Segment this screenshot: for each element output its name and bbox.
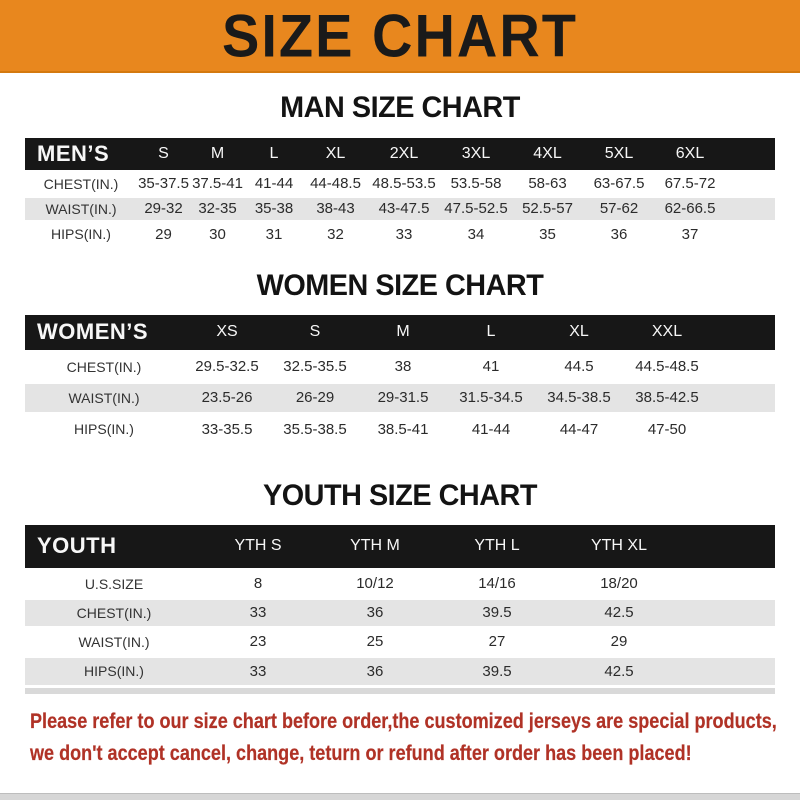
table-row xyxy=(25,196,775,221)
size-value: 52.5-57 xyxy=(512,196,583,221)
size-value: 41-44 xyxy=(447,413,535,444)
women-section-heading: WOMEN SIZE CHART xyxy=(256,269,544,302)
size-value: 34.5-38.5 xyxy=(535,382,623,413)
size-value: 44.5-48.5 xyxy=(623,351,711,382)
women-table-header-row xyxy=(25,315,775,351)
header-filler xyxy=(725,138,775,171)
disclaimer-line-2: we don't accept cancel, change, teturn or refund after order has been placed! xyxy=(30,742,692,765)
size-value: 26-29 xyxy=(271,382,359,413)
size-column-header: YTH M xyxy=(313,525,437,569)
table-title: WOMEN’S xyxy=(25,315,183,351)
size-value: 39.5 xyxy=(437,656,557,685)
size-value: 38 xyxy=(359,351,447,382)
table-row xyxy=(25,598,775,627)
charts-area xyxy=(0,90,800,694)
page-title: SIZE CHART xyxy=(222,1,578,70)
women-size-table-container xyxy=(25,315,775,444)
size-value: 35-37.5 xyxy=(137,171,190,196)
size-value: 58-63 xyxy=(512,171,583,196)
men-size-table xyxy=(25,138,775,246)
size-value: 33-35.5 xyxy=(183,413,271,444)
size-value: 25 xyxy=(313,627,437,656)
size-value: 43-47.5 xyxy=(368,196,440,221)
size-column-header: XXL xyxy=(623,315,711,351)
size-value: 36 xyxy=(313,656,437,685)
row-label: WAIST(IN.) xyxy=(25,196,137,221)
disclaimer-line-1: Please refer to our size chart before order,the customized jerseys are special products, xyxy=(30,710,777,733)
row-label: HIPS(IN.) xyxy=(25,221,137,246)
size-value: 39.5 xyxy=(437,598,557,627)
table-row xyxy=(25,351,775,382)
row-filler xyxy=(725,196,775,221)
size-value: 32-35 xyxy=(190,196,245,221)
size-value: 8 xyxy=(203,569,313,598)
table-row xyxy=(25,382,775,413)
size-value: 29 xyxy=(137,221,190,246)
size-value: 35-38 xyxy=(245,196,303,221)
size-column-header: 5XL xyxy=(583,138,655,171)
size-value: 36 xyxy=(313,598,437,627)
size-value: 47.5-52.5 xyxy=(440,196,512,221)
row-filler xyxy=(725,171,775,196)
men-size-table-container xyxy=(25,138,775,246)
table-title: MEN’S xyxy=(25,138,137,171)
size-value: 29-31.5 xyxy=(359,382,447,413)
size-value: 44-47 xyxy=(535,413,623,444)
size-value: 29-32 xyxy=(137,196,190,221)
disclaimer xyxy=(30,706,800,770)
size-value: 33 xyxy=(203,656,313,685)
table-row xyxy=(25,627,775,656)
size-value: 67.5-72 xyxy=(655,171,725,196)
size-column-header: XL xyxy=(303,138,368,171)
size-value: 37 xyxy=(655,221,725,246)
size-column-header: 6XL xyxy=(655,138,725,171)
image-bottom-edge xyxy=(0,793,800,800)
row-filler xyxy=(711,351,775,382)
size-chart-banner xyxy=(0,0,800,73)
size-value: 63-67.5 xyxy=(583,171,655,196)
row-filler xyxy=(711,413,775,444)
size-value: 30 xyxy=(190,221,245,246)
size-column-header: L xyxy=(245,138,303,171)
size-value: 33 xyxy=(368,221,440,246)
size-value: 42.5 xyxy=(557,656,681,685)
size-column-header: 3XL xyxy=(440,138,512,171)
size-value: 14/16 xyxy=(437,569,557,598)
table-row xyxy=(25,569,775,598)
header-filler xyxy=(711,315,775,351)
size-value: 29.5-32.5 xyxy=(183,351,271,382)
size-value: 41-44 xyxy=(245,171,303,196)
men-table-header-row xyxy=(25,138,775,171)
size-value: 47-50 xyxy=(623,413,711,444)
row-filler xyxy=(711,382,775,413)
header-filler xyxy=(681,525,775,569)
size-value: 32 xyxy=(303,221,368,246)
size-column-header: M xyxy=(190,138,245,171)
row-label: HIPS(IN.) xyxy=(25,656,203,685)
row-label: CHEST(IN.) xyxy=(25,171,137,196)
size-value: 38-43 xyxy=(303,196,368,221)
size-value: 44.5 xyxy=(535,351,623,382)
size-value: 27 xyxy=(437,627,557,656)
row-label: HIPS(IN.) xyxy=(25,413,183,444)
row-filler xyxy=(725,221,775,246)
size-column-header: YTH S xyxy=(203,525,313,569)
row-label: CHEST(IN.) xyxy=(25,598,203,627)
size-value: 33 xyxy=(203,598,313,627)
table-row xyxy=(25,171,775,196)
size-value: 31.5-34.5 xyxy=(447,382,535,413)
row-label: CHEST(IN.) xyxy=(25,351,183,382)
section-youth xyxy=(25,478,775,694)
row-filler xyxy=(681,569,775,598)
size-value: 62-66.5 xyxy=(655,196,725,221)
row-filler xyxy=(681,656,775,685)
size-value: 10/12 xyxy=(313,569,437,598)
size-value: 29 xyxy=(557,627,681,656)
size-column-header: YTH L xyxy=(437,525,557,569)
section-men xyxy=(25,90,775,246)
size-value: 44-48.5 xyxy=(303,171,368,196)
size-value: 35.5-38.5 xyxy=(271,413,359,444)
table-row xyxy=(25,413,775,444)
women-size-table xyxy=(25,315,775,444)
size-column-header: YTH XL xyxy=(557,525,681,569)
size-column-header: 4XL xyxy=(512,138,583,171)
size-value: 23.5-26 xyxy=(183,382,271,413)
table-footer-strip xyxy=(25,688,775,694)
size-value: 41 xyxy=(447,351,535,382)
row-label: WAIST(IN.) xyxy=(25,627,203,656)
size-value: 48.5-53.5 xyxy=(368,171,440,196)
table-title: YOUTH xyxy=(25,525,203,569)
youth-size-table-container xyxy=(25,525,775,685)
size-value: 38.5-41 xyxy=(359,413,447,444)
size-column-header: XS xyxy=(183,315,271,351)
size-value: 31 xyxy=(245,221,303,246)
size-value: 36 xyxy=(583,221,655,246)
row-label: WAIST(IN.) xyxy=(25,382,183,413)
size-column-header: 2XL xyxy=(368,138,440,171)
size-value: 23 xyxy=(203,627,313,656)
size-column-header: XL xyxy=(535,315,623,351)
row-filler xyxy=(681,598,775,627)
size-value: 53.5-58 xyxy=(440,171,512,196)
size-value: 34 xyxy=(440,221,512,246)
row-filler xyxy=(681,627,775,656)
section-women xyxy=(25,268,775,444)
size-value: 42.5 xyxy=(557,598,681,627)
table-row xyxy=(25,656,775,685)
size-column-header: S xyxy=(137,138,190,171)
size-value: 35 xyxy=(512,221,583,246)
size-column-header: M xyxy=(359,315,447,351)
youth-section-heading: YOUTH SIZE CHART xyxy=(263,479,537,512)
size-value: 32.5-35.5 xyxy=(271,351,359,382)
size-value: 18/20 xyxy=(557,569,681,598)
row-label: U.S.SIZE xyxy=(25,569,203,598)
size-value: 37.5-41 xyxy=(190,171,245,196)
size-value: 57-62 xyxy=(583,196,655,221)
size-value: 38.5-42.5 xyxy=(623,382,711,413)
men-section-heading: MAN SIZE CHART xyxy=(280,91,520,124)
table-row xyxy=(25,221,775,246)
size-column-header: S xyxy=(271,315,359,351)
size-column-header: L xyxy=(447,315,535,351)
youth-size-table xyxy=(25,525,775,685)
youth-table-header-row xyxy=(25,525,775,569)
